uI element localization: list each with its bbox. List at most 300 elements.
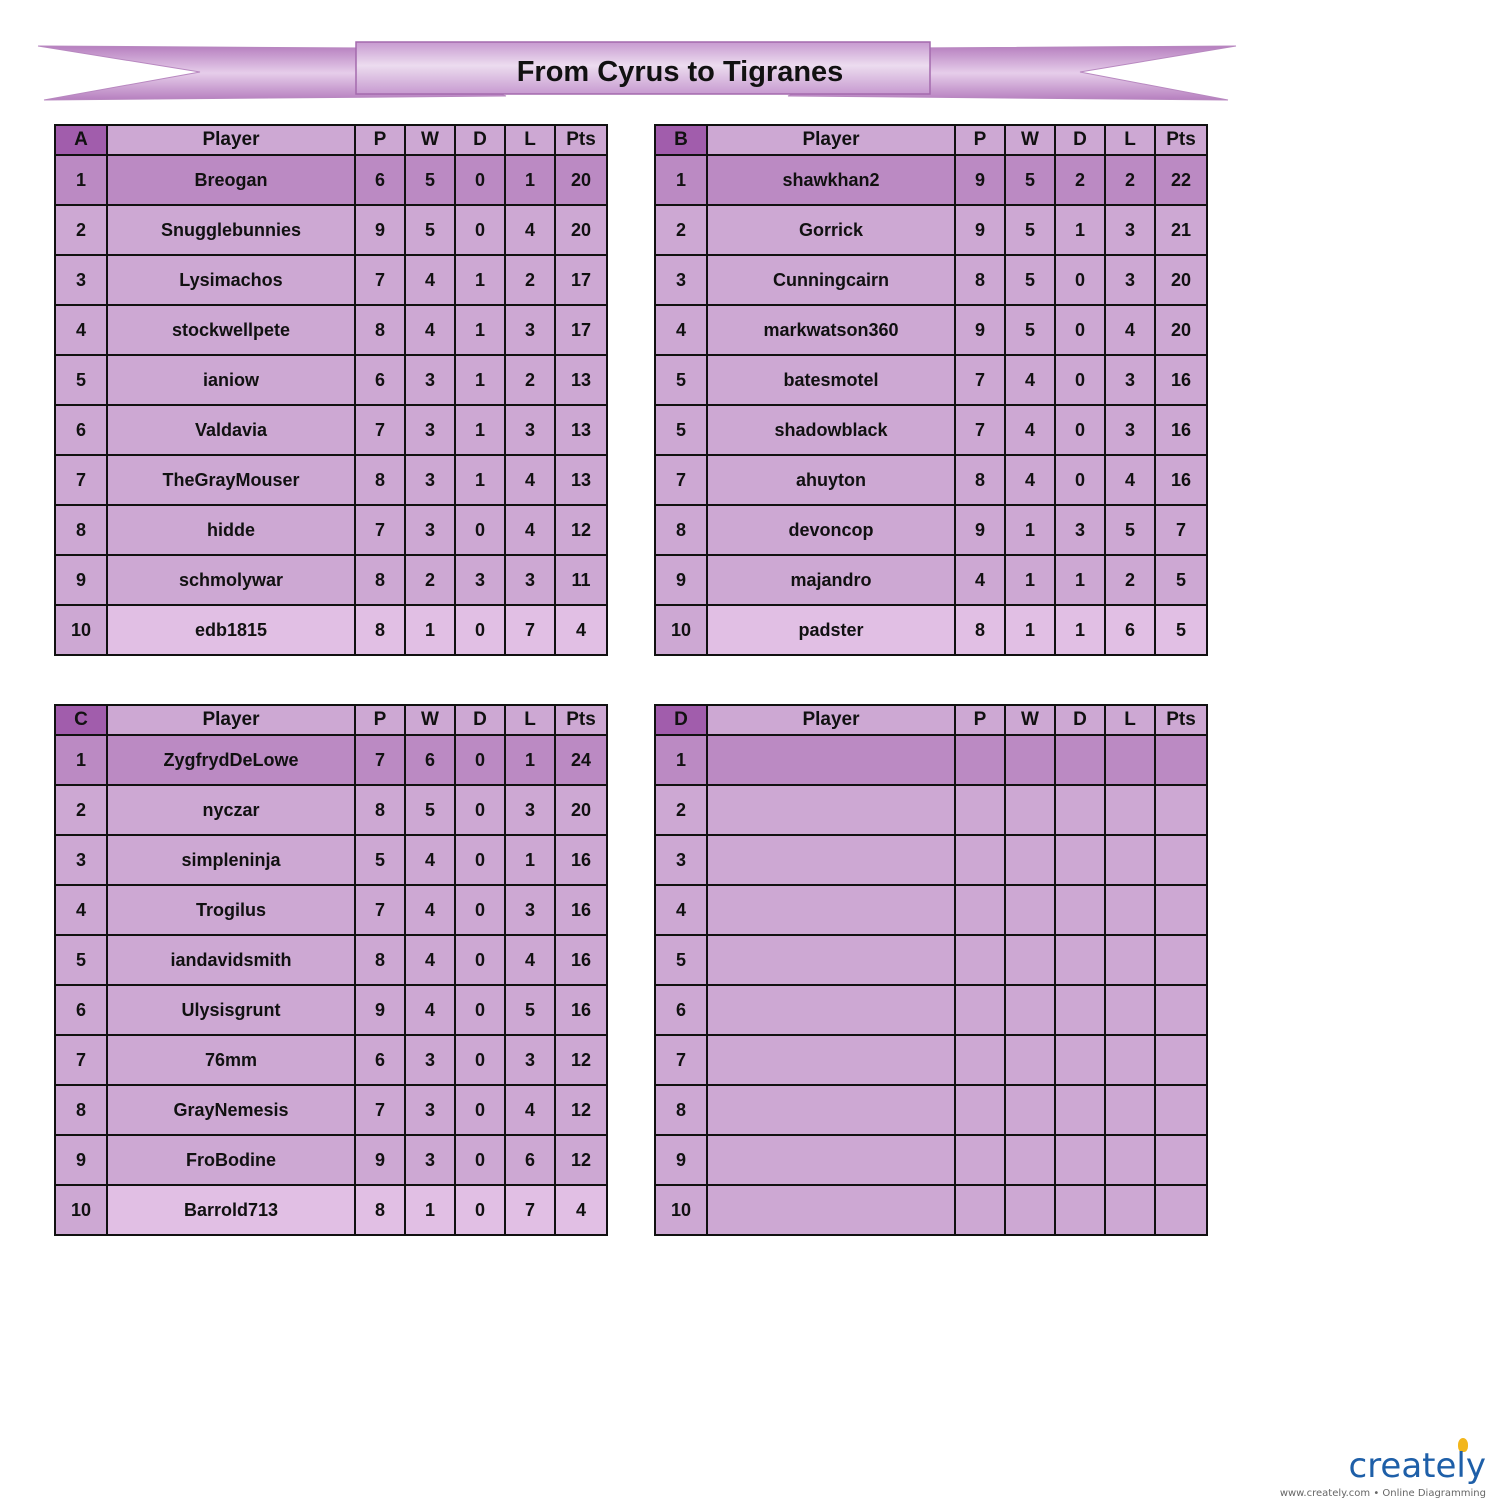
column-header-p: P: [955, 705, 1005, 735]
stat-cell-d: [1055, 1085, 1105, 1135]
position-cell: 4: [55, 885, 107, 935]
stat-cell-w: [1005, 1135, 1055, 1185]
stat-cell-l: 3: [505, 555, 555, 605]
table-row: [655, 405, 1207, 455]
stat-cell-w: 4: [405, 985, 455, 1035]
stat-cell-p: 6: [355, 1035, 405, 1085]
column-header-player: Player: [707, 125, 955, 155]
stat-cell-w: 5: [405, 155, 455, 205]
stat-cell-pts: 20: [1155, 255, 1207, 305]
stat-cell-p: [955, 1085, 1005, 1135]
position-cell: 5: [55, 355, 107, 405]
position-cell: 1: [55, 735, 107, 785]
stat-cell-l: 3: [505, 1035, 555, 1085]
table-row: [55, 1085, 607, 1135]
stat-cell-d: 0: [455, 1185, 505, 1235]
stat-cell-w: [1005, 735, 1055, 785]
stat-cell-w: 1: [405, 1185, 455, 1235]
stat-cell-d: 0: [455, 1085, 505, 1135]
stat-cell-p: [955, 885, 1005, 935]
position-cell: 5: [55, 935, 107, 985]
player-name-cell: shawkhan2: [707, 155, 955, 205]
stat-cell-l: [1105, 885, 1155, 935]
player-name-cell: TheGrayMouser: [107, 455, 355, 505]
player-name-cell: Barrold713: [107, 1185, 355, 1235]
position-cell: 4: [655, 305, 707, 355]
stat-cell-d: 1: [1055, 555, 1105, 605]
position-cell: 8: [55, 505, 107, 555]
column-header-pts: Pts: [555, 125, 607, 155]
column-header-pts: Pts: [1155, 125, 1207, 155]
stat-cell-d: 1: [455, 455, 505, 505]
column-header-w: W: [405, 125, 455, 155]
stat-cell-p: 6: [355, 355, 405, 405]
position-cell: 7: [655, 1035, 707, 1085]
stat-cell-pts: 16: [555, 885, 607, 935]
table-row: [655, 1185, 1207, 1235]
stat-cell-pts: 12: [555, 1035, 607, 1085]
table-row: [55, 735, 607, 785]
stat-cell-pts: 21: [1155, 205, 1207, 255]
stat-cell-pts: 16: [555, 935, 607, 985]
position-cell: 10: [655, 605, 707, 655]
table-row: [655, 355, 1207, 405]
title-banner: [36, 38, 1238, 104]
stat-cell-pts: 12: [555, 1135, 607, 1185]
position-cell: 1: [55, 155, 107, 205]
watermark-word: creately: [1348, 1446, 1486, 1486]
stat-cell-l: 3: [505, 885, 555, 935]
stat-cell-d: 3: [1055, 505, 1105, 555]
position-cell: 2: [55, 785, 107, 835]
player-name-cell: [707, 1035, 955, 1085]
position-cell: 10: [655, 1185, 707, 1235]
position-cell: 3: [655, 835, 707, 885]
position-cell: 1: [655, 155, 707, 205]
stat-cell-p: [955, 935, 1005, 985]
stat-cell-l: [1105, 1135, 1155, 1185]
stat-cell-w: 1: [1005, 555, 1055, 605]
stat-cell-pts: 16: [555, 835, 607, 885]
stat-cell-l: 4: [505, 1085, 555, 1135]
stat-cell-l: 2: [1105, 555, 1155, 605]
stat-cell-p: 8: [355, 555, 405, 605]
stat-cell-p: 7: [955, 355, 1005, 405]
player-name-cell: [707, 735, 955, 785]
table-row: [655, 305, 1207, 355]
group-letter: A: [55, 125, 107, 155]
player-name-cell: nyczar: [107, 785, 355, 835]
table-row: [55, 835, 607, 885]
page-title: From Cyrus to Tigranes: [516, 55, 844, 88]
player-name-cell: simpleninja: [107, 835, 355, 885]
table-row: [55, 885, 607, 935]
position-cell: 2: [55, 205, 107, 255]
stat-cell-d: [1055, 835, 1105, 885]
player-name-cell: ahuyton: [707, 455, 955, 505]
stat-cell-w: 3: [405, 1135, 455, 1185]
stat-cell-p: 7: [355, 885, 405, 935]
stat-cell-d: 3: [455, 555, 505, 605]
stat-cell-w: 5: [1005, 155, 1055, 205]
stat-cell-p: 7: [355, 1085, 405, 1135]
table-row: [655, 1085, 1207, 1135]
column-header-player: Player: [107, 125, 355, 155]
table-row: [55, 985, 607, 1035]
player-name-cell: [707, 1185, 955, 1235]
stat-cell-pts: 11: [555, 555, 607, 605]
column-header-p: P: [955, 125, 1005, 155]
group-letter: C: [55, 705, 107, 735]
stat-cell-p: 9: [955, 305, 1005, 355]
stat-cell-p: 7: [955, 405, 1005, 455]
stat-cell-p: 5: [355, 835, 405, 885]
position-cell: 9: [655, 555, 707, 605]
stat-cell-w: 3: [405, 405, 455, 455]
stat-cell-p: 7: [355, 405, 405, 455]
player-name-cell: Breogan: [107, 155, 355, 205]
stat-cell-d: [1055, 1185, 1105, 1235]
table-row: [655, 985, 1207, 1035]
table-row: [655, 885, 1207, 935]
stat-cell-w: 4: [1005, 455, 1055, 505]
stat-cell-w: 3: [405, 505, 455, 555]
position-cell: 10: [55, 1185, 107, 1235]
stat-cell-d: 0: [1055, 405, 1105, 455]
stat-cell-d: 0: [455, 985, 505, 1035]
stat-cell-l: [1105, 985, 1155, 1035]
stat-cell-w: 1: [1005, 505, 1055, 555]
table-row: [655, 735, 1207, 785]
stat-cell-d: 0: [455, 605, 505, 655]
stat-cell-d: 0: [455, 735, 505, 785]
stat-cell-d: 0: [1055, 305, 1105, 355]
player-name-cell: [707, 835, 955, 885]
stat-cell-p: 8: [955, 455, 1005, 505]
position-cell: 6: [655, 985, 707, 1035]
table-row: [655, 935, 1207, 985]
position-cell: 5: [655, 405, 707, 455]
position-cell: 9: [655, 1135, 707, 1185]
player-name-cell: [707, 885, 955, 935]
stat-cell-d: 0: [455, 785, 505, 835]
table-row: [55, 155, 607, 205]
stat-cell-l: 2: [505, 355, 555, 405]
stat-cell-l: 4: [505, 205, 555, 255]
position-cell: 3: [55, 255, 107, 305]
stat-cell-p: 4: [955, 555, 1005, 605]
stat-cell-l: 5: [505, 985, 555, 1035]
player-name-cell: Ulysisgrunt: [107, 985, 355, 1035]
table-row: [655, 455, 1207, 505]
column-header-d: D: [455, 705, 505, 735]
stat-cell-pts: 13: [555, 455, 607, 505]
table-row: [55, 1185, 607, 1235]
position-cell: 7: [55, 1035, 107, 1085]
stat-cell-pts: [1155, 1135, 1207, 1185]
stat-cell-p: 8: [955, 255, 1005, 305]
position-cell: 9: [55, 1135, 107, 1185]
stat-cell-p: [955, 785, 1005, 835]
stat-cell-d: 0: [455, 205, 505, 255]
stat-cell-w: 3: [405, 455, 455, 505]
stat-cell-p: 8: [355, 1185, 405, 1235]
stat-cell-p: 9: [955, 205, 1005, 255]
stat-cell-l: [1105, 1185, 1155, 1235]
stat-cell-pts: 22: [1155, 155, 1207, 205]
column-header-d: D: [1055, 705, 1105, 735]
stat-cell-l: 3: [505, 405, 555, 455]
stat-cell-p: 7: [355, 735, 405, 785]
table-row: [55, 505, 607, 555]
stat-cell-p: [955, 835, 1005, 885]
position-cell: 10: [55, 605, 107, 655]
player-name-cell: GrayNemesis: [107, 1085, 355, 1135]
stat-cell-l: 6: [1105, 605, 1155, 655]
stat-cell-pts: [1155, 735, 1207, 785]
player-name-cell: Snugglebunnies: [107, 205, 355, 255]
player-name-cell: ianiow: [107, 355, 355, 405]
stat-cell-l: 2: [1105, 155, 1155, 205]
group-table-c: [54, 704, 608, 1236]
player-name-cell: padster: [707, 605, 955, 655]
stat-cell-l: 3: [1105, 405, 1155, 455]
column-header-l: L: [1105, 705, 1155, 735]
table-row: [55, 935, 607, 985]
stat-cell-pts: 16: [555, 985, 607, 1035]
stat-cell-w: [1005, 1185, 1055, 1235]
column-header-w: W: [405, 705, 455, 735]
table-row: [55, 1135, 607, 1185]
table-row: [655, 605, 1207, 655]
player-name-cell: 76mm: [107, 1035, 355, 1085]
stat-cell-w: 4: [405, 885, 455, 935]
column-header-pts: Pts: [1155, 705, 1207, 735]
stat-cell-w: [1005, 1035, 1055, 1085]
position-cell: 4: [55, 305, 107, 355]
stat-cell-p: [955, 1035, 1005, 1085]
column-header-l: L: [1105, 125, 1155, 155]
stat-cell-d: 0: [455, 1135, 505, 1185]
position-cell: 2: [655, 785, 707, 835]
stat-cell-w: 5: [1005, 255, 1055, 305]
group-table-b: [654, 124, 1208, 656]
stat-cell-l: 1: [505, 155, 555, 205]
stat-cell-l: 3: [505, 305, 555, 355]
stat-cell-d: [1055, 1135, 1105, 1185]
column-header-player: Player: [707, 705, 955, 735]
stat-cell-l: 7: [505, 1185, 555, 1235]
stat-cell-d: [1055, 935, 1105, 985]
header-row: [55, 125, 607, 155]
stat-cell-pts: 7: [1155, 505, 1207, 555]
stat-cell-w: 4: [405, 255, 455, 305]
stat-cell-d: 1: [1055, 205, 1105, 255]
stat-cell-pts: 4: [555, 1185, 607, 1235]
stat-cell-l: [1105, 1035, 1155, 1085]
table-row: [655, 205, 1207, 255]
stat-cell-pts: [1155, 785, 1207, 835]
stat-cell-d: 0: [455, 155, 505, 205]
player-name-cell: batesmotel: [707, 355, 955, 405]
stat-cell-p: 9: [955, 505, 1005, 555]
stat-cell-pts: 20: [1155, 305, 1207, 355]
player-name-cell: schmolywar: [107, 555, 355, 605]
table-row: [55, 455, 607, 505]
stat-cell-w: 5: [1005, 205, 1055, 255]
player-name-cell: ZygfrydDeLowe: [107, 735, 355, 785]
player-name-cell: Lysimachos: [107, 255, 355, 305]
position-cell: 8: [55, 1085, 107, 1135]
stat-cell-pts: [1155, 1035, 1207, 1085]
stat-cell-p: 8: [355, 785, 405, 835]
position-cell: 8: [655, 1085, 707, 1135]
stat-cell-pts: 5: [1155, 555, 1207, 605]
stat-cell-pts: 24: [555, 735, 607, 785]
stat-cell-d: 0: [1055, 255, 1105, 305]
stat-cell-pts: 5: [1155, 605, 1207, 655]
stat-cell-l: 4: [1105, 455, 1155, 505]
player-name-cell: edb1815: [107, 605, 355, 655]
stat-cell-d: [1055, 735, 1105, 785]
stat-cell-pts: 12: [555, 1085, 607, 1135]
position-cell: 5: [655, 355, 707, 405]
stat-cell-p: [955, 1135, 1005, 1185]
position-cell: 1: [655, 735, 707, 785]
stat-cell-l: [1105, 935, 1155, 985]
player-name-cell: hidde: [107, 505, 355, 555]
column-header-player: Player: [107, 705, 355, 735]
stat-cell-l: 4: [505, 505, 555, 555]
player-name-cell: stockwellpete: [107, 305, 355, 355]
creately-watermark: [1280, 1438, 1500, 1502]
table-row: [55, 355, 607, 405]
stat-cell-pts: 16: [1155, 355, 1207, 405]
stat-cell-pts: 4: [555, 605, 607, 655]
table-row: [55, 305, 607, 355]
table-row: [655, 1035, 1207, 1085]
stat-cell-w: [1005, 985, 1055, 1035]
header-row: [55, 705, 607, 735]
column-header-p: P: [355, 705, 405, 735]
group-table-d: [654, 704, 1208, 1236]
table-row: [655, 1135, 1207, 1185]
stat-cell-d: 1: [455, 405, 505, 455]
position-cell: 3: [655, 255, 707, 305]
player-name-cell: Trogilus: [107, 885, 355, 935]
table-row: [655, 255, 1207, 305]
stat-cell-w: 1: [405, 605, 455, 655]
column-header-d: D: [1055, 125, 1105, 155]
group-letter: D: [655, 705, 707, 735]
player-name-cell: Cunningcairn: [707, 255, 955, 305]
stat-cell-d: 1: [455, 255, 505, 305]
stat-cell-d: 0: [1055, 455, 1105, 505]
stat-cell-w: 3: [405, 1035, 455, 1085]
table-row: [55, 405, 607, 455]
position-cell: 3: [55, 835, 107, 885]
stat-cell-l: 5: [1105, 505, 1155, 555]
stat-cell-p: [955, 985, 1005, 1035]
table-row: [55, 605, 607, 655]
stat-cell-d: [1055, 785, 1105, 835]
stat-cell-p: 8: [355, 605, 405, 655]
stat-cell-w: 4: [1005, 405, 1055, 455]
stat-cell-pts: 16: [1155, 405, 1207, 455]
column-header-w: W: [1005, 705, 1055, 735]
stat-cell-w: 5: [1005, 305, 1055, 355]
stat-cell-l: [1105, 735, 1155, 785]
stat-cell-d: [1055, 985, 1105, 1035]
column-header-l: L: [505, 125, 555, 155]
stat-cell-w: 2: [405, 555, 455, 605]
stat-cell-w: 4: [1005, 355, 1055, 405]
stat-cell-l: 6: [505, 1135, 555, 1185]
stat-cell-d: 0: [455, 835, 505, 885]
player-name-cell: devoncop: [707, 505, 955, 555]
table-row: [655, 155, 1207, 205]
group-table-a: [54, 124, 608, 656]
position-cell: 6: [55, 985, 107, 1035]
stat-cell-d: 0: [455, 935, 505, 985]
column-header-l: L: [505, 705, 555, 735]
header-row: [655, 125, 1207, 155]
stat-cell-l: 4: [1105, 305, 1155, 355]
stat-cell-w: 4: [405, 935, 455, 985]
stat-cell-l: 1: [505, 735, 555, 785]
stat-cell-w: 5: [405, 205, 455, 255]
player-name-cell: [707, 935, 955, 985]
stat-cell-d: 1: [455, 305, 505, 355]
stat-cell-l: 2: [505, 255, 555, 305]
player-name-cell: FroBodine: [107, 1135, 355, 1185]
table-row: [55, 1035, 607, 1085]
stat-cell-p: 8: [955, 605, 1005, 655]
stat-cell-pts: 16: [1155, 455, 1207, 505]
table-row: [55, 785, 607, 835]
stat-cell-p: 8: [355, 455, 405, 505]
stat-cell-d: 0: [1055, 355, 1105, 405]
stat-cell-pts: 13: [555, 405, 607, 455]
player-name-cell: [707, 1085, 955, 1135]
position-cell: 8: [655, 505, 707, 555]
stat-cell-p: 9: [955, 155, 1005, 205]
player-name-cell: [707, 985, 955, 1035]
stat-cell-w: 4: [405, 835, 455, 885]
stat-cell-d: 1: [455, 355, 505, 405]
position-cell: 7: [55, 455, 107, 505]
stat-cell-pts: 20: [555, 205, 607, 255]
table-row: [655, 835, 1207, 885]
stat-cell-pts: [1155, 1185, 1207, 1235]
player-name-cell: majandro: [707, 555, 955, 605]
stat-cell-w: 6: [405, 735, 455, 785]
column-header-d: D: [455, 125, 505, 155]
column-header-pts: Pts: [555, 705, 607, 735]
position-cell: 7: [655, 455, 707, 505]
stat-cell-d: 1: [1055, 605, 1105, 655]
stat-cell-p: 7: [355, 505, 405, 555]
player-name-cell: Gorrick: [707, 205, 955, 255]
table-row: [655, 505, 1207, 555]
stat-cell-pts: [1155, 835, 1207, 885]
stat-cell-pts: [1155, 985, 1207, 1035]
position-cell: 6: [55, 405, 107, 455]
table-row: [655, 785, 1207, 835]
player-name-cell: iandavidsmith: [107, 935, 355, 985]
table-row: [655, 555, 1207, 605]
position-cell: 9: [55, 555, 107, 605]
